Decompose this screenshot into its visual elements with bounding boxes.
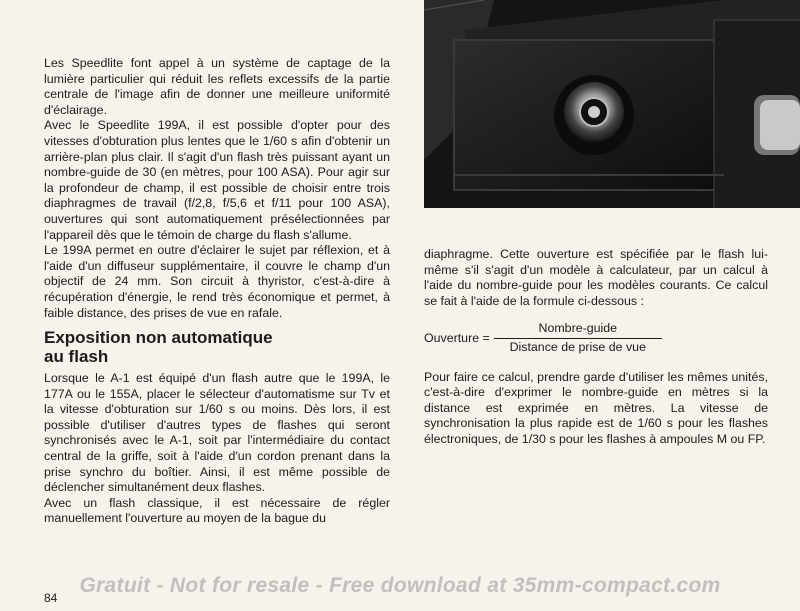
paragraph-199a-reflexion: Le 199A permet en outre d'éclairer le sujet par réflexion, et à l'aide d'un diffuseur supplémentaire, il couvre le champ d'un objectif de 24 mm. Son circuit à thyristor, c'est-à-dire à récupération d'énergie, le rend très économique et permet, à faible distance, des prises de vue en rafale. <box>44 243 390 320</box>
heading-line-2: au flash <box>44 347 109 367</box>
formula-lhs: Ouverture = <box>424 330 490 345</box>
watermark: Gratuit - Not for resale - Free download at 35mm-compact.com <box>79 574 721 597</box>
paragraph-diaphragme: diaphragme. Cette ouverture est spécifiée par le flash lui-même s'il s'agit d'un modèle à calculateur, par un calcul à l'aide du nombre-guide pour les modèles courants. Ce calcul se fait à l'aide de la formule ci-dessous : <box>424 247 768 308</box>
aperture-formula <box>424 321 768 355</box>
paragraph-classic-flash: Avec un flash classique, il est nécessaire de régler manuellement l'ouverture au moyen de la bague du <box>44 495 390 526</box>
paragraph-other-flash: Lorsque le A-1 est équipé d'un flash autre que le 199A, le 177A ou le 155A, placer le sélecteur d'automatisme sur Tv et la vitesse d'obturation sur 1/60 s ou moins. Dès lors, il est possible d'utiliser d'autres types de flashes qui seront synchronisés avec le A-1, soit par l'intermédiaire du contact central de la griffe, soit à l'aide d'un cordon prenant dans la prise synchro du boîtier. Ainsi, il est même possible de déclencher simultanément deux flashes. <box>44 371 390 495</box>
paragraph-speedlite-199a: Avec le Speedlite 199A, il est possible d'opter pour des vitesses d'obturation plus lentes que le 1/60 s afin d'obtenir un arrière-plan plus clair. Il s'agit d'un flash très puissant ayant un nombre-guide de 30 (en mètres, pour 100 ASA). Pour agir sur la profondeur de champ, il est possible de choisir entre trois diaphragmes de travail (f/2,8, f/5,6 et f/11 pour 100 ASA), ouvertures qui sont automatiquement présélectionnées par l'appareil dès que le témoin de charge du flash s'allume. <box>44 118 390 242</box>
paragraph-units-sync: Pour faire ce calcul, prendre garde d'utiliser les mêmes unités, c'est-à-dire d'exprimer le nombre-guide en mètres si la distance est exprimée en mètres. La vitesse de synchronisation la plus rapide est de 1/60 s pour les flashes électroniques, de 1/30 s pour les flashes à ampoules M ou FP. <box>424 369 768 446</box>
camera-photo <box>424 0 800 208</box>
section-heading <box>44 328 390 366</box>
formula-denominator: Distance de prise de vue <box>509 339 646 354</box>
heading-line-1: Exposition non automatique <box>44 328 273 348</box>
left-column <box>44 56 390 527</box>
formula-numerator: Nombre-guide <box>494 321 662 339</box>
right-column <box>424 247 768 448</box>
formula-fraction <box>498 321 658 355</box>
page-number: 84 <box>44 591 58 605</box>
paragraph-speedlite-intro: Les Speedlite font appel à un système de captage de la lumière particulier qui réduit les reflets excessifs de la partie centrale de l'image afin de donner une meilleure uniformité d'éclairage. <box>44 56 390 117</box>
